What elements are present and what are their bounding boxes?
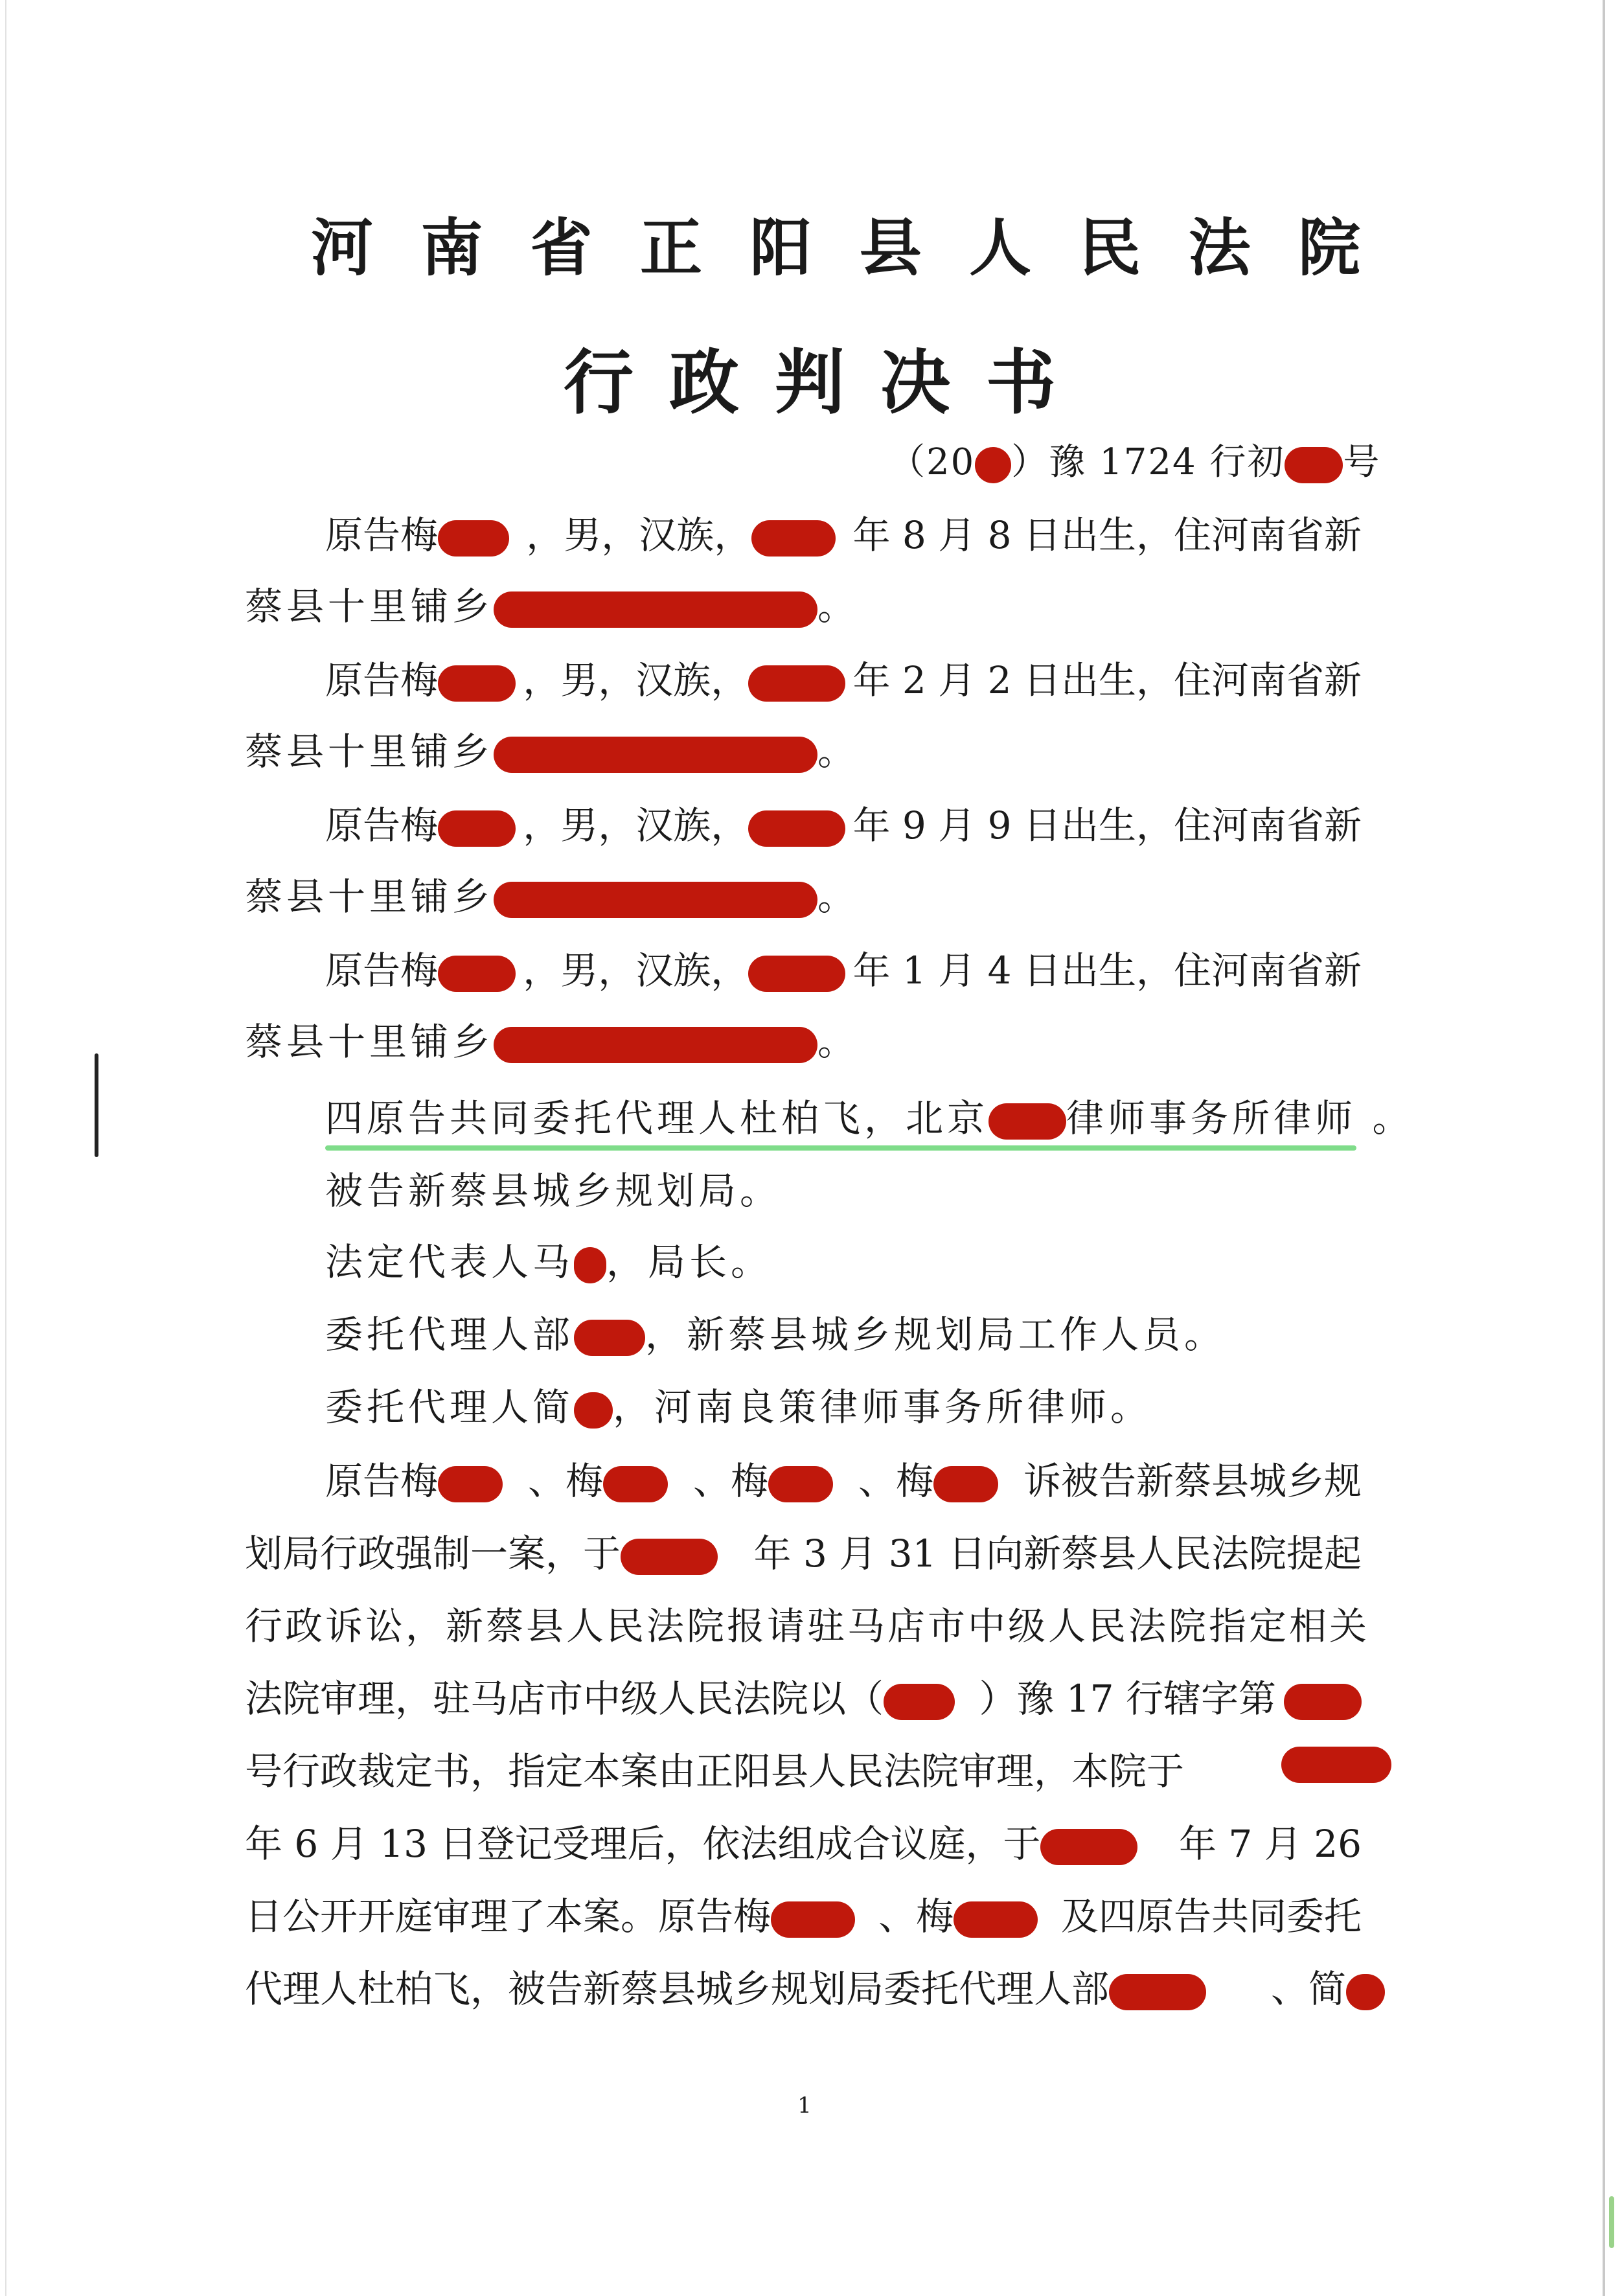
body-line: 年 6 月 13 日登记受理后，依法组成合议庭，于 年 7 月 26 (245, 1822, 1362, 1866)
body-line: 号行政裁定书，指定本案由正阳县人民法院审理，本院于 (245, 1747, 1391, 1796)
redaction (603, 1466, 668, 1502)
margin-mark (95, 1053, 98, 1157)
body-line: 划局行政强制一案，于 年 3 月 31 日向新蔡县人民法院提起 (245, 1532, 1362, 1576)
plaintiff-address: 蔡县十里铺乡 。 (245, 875, 860, 919)
plaintiff-line: 原告梅 ，男，汉族， 年 2 月 2 日出生，住河南省新 (325, 658, 1362, 702)
defendant-line: 被告新蔡县城乡规划局。 (325, 1169, 782, 1213)
redaction (954, 1901, 1038, 1938)
redaction (574, 1320, 645, 1356)
redaction (621, 1539, 718, 1575)
plaintiff-address: 蔡县十里铺乡 。 (245, 1020, 860, 1064)
plaintiff-address: 蔡县十里铺乡 。 (245, 584, 860, 628)
legal-representative-line: 法定代表人马 ，局长。 (325, 1240, 773, 1284)
redaction (768, 1466, 833, 1502)
body-line: 日公开开庭审理了本案。原告梅 、梅 及四原告共同委托 (245, 1894, 1362, 1938)
page-number: 1 (797, 2093, 812, 2118)
redaction (494, 1027, 817, 1063)
redaction (988, 1103, 1066, 1140)
redaction (1284, 1684, 1362, 1720)
redaction (975, 447, 1011, 483)
redaction (438, 520, 509, 557)
plaintiff-address: 蔡县十里铺乡 。 (245, 729, 860, 774)
redaction (1346, 1974, 1385, 2010)
redaction (771, 1901, 855, 1938)
plaintiff-line: 原告梅 ，男，汉族， 年 8 月 8 日出生，住河南省新 (325, 513, 1362, 557)
redaction (748, 810, 845, 847)
plaintiff-line: 原告梅 ，男，汉族， 年 9 月 9 日出生，住河南省新 (325, 803, 1362, 847)
court-name: 河 南 省 正 阳 县 人 民 法 院 (311, 212, 1360, 284)
redaction (574, 1247, 606, 1283)
redaction (1040, 1829, 1137, 1865)
redaction (1281, 1747, 1391, 1783)
redaction (438, 956, 516, 992)
body-line: 行政诉讼，新蔡县人民法院报请驻马店市中级人民法院指定相关 (245, 1604, 1370, 1648)
redaction (748, 665, 845, 702)
redaction (748, 956, 845, 992)
body-line: 法院审理，驻马店市中级人民法院以（ ）豫 17 行辖字第 (245, 1674, 1362, 1723)
scan-edge (1603, 0, 1605, 2296)
body-line: 原告梅 、梅 、梅 、梅 诉被告新蔡县城乡规 (325, 1459, 1362, 1503)
redaction (933, 1466, 998, 1502)
document-title: 行 政 判 决 书 (564, 343, 1056, 424)
defendant-agent-line: 委托代理人部 ，新蔡县城乡规划局工作人员。 (325, 1313, 1226, 1357)
redaction (438, 1466, 503, 1502)
scan-speck (1609, 2196, 1614, 2248)
redaction (494, 737, 817, 773)
redaction (751, 520, 836, 557)
body-line: 代理人杜柏飞，被告新蔡县城乡规划局委托代理人部 、简 (245, 1964, 1385, 2014)
scan-edge (5, 0, 6, 2296)
redaction (494, 591, 817, 628)
plaintiff-agent-line: 四原告共同委托代理人杜柏飞，北京 律师事务所律师 。 (325, 1096, 1414, 1140)
plaintiff-line: 原告梅 ，男，汉族， 年 1 月 4 日出生，住河南省新 (325, 948, 1362, 993)
redaction (1285, 447, 1343, 483)
redaction (1109, 1974, 1206, 2010)
redaction (494, 882, 817, 918)
redaction (438, 810, 516, 847)
highlight-underline (325, 1145, 1356, 1151)
redaction (438, 665, 516, 702)
redaction (884, 1684, 955, 1720)
defendant-agent-line: 委托代理人简 ，河南良策律师事务所律师。 (325, 1385, 1152, 1429)
case-number: （20 ）豫 1724 行初 号 (889, 441, 1381, 483)
redaction (574, 1392, 613, 1429)
